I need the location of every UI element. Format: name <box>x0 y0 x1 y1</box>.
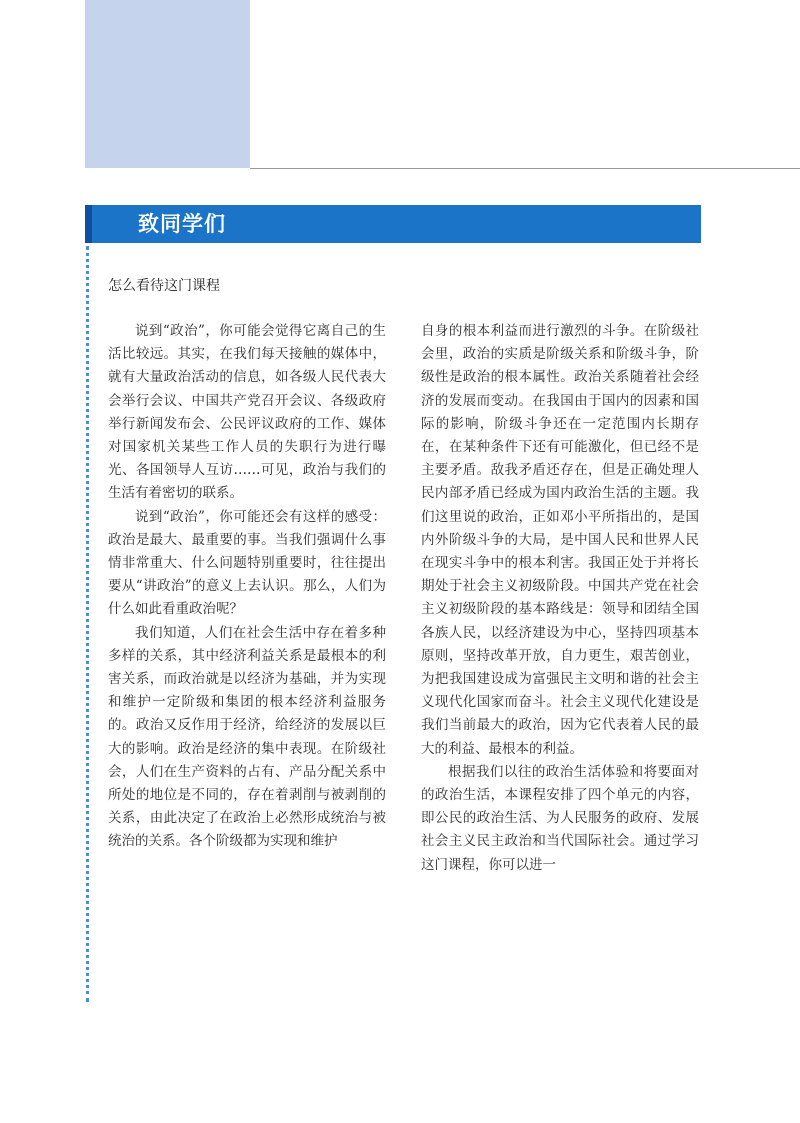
paragraph-continued: 自身的根本利益而进行激烈的斗争。在阶级社会里，政治的实质是阶级关系和阶级斗争，阶级性是政治的根本属性。政治关系随着社会经济的发展而变动。在我国由于国内的因素和国际的影响，阶级斗争还在一定范围内长期存在，在某种条件下还有可能激化，但已经不是主要矛盾。敌我矛盾还存在，但是正确处理人民内部矛盾已经成为国内政治生活的主题。我们这里说的政治，正如邓小平所指出的，是国内外阶级斗争的大局，是中国人民和世界人民在现实斗争中的根本利害。我国正处于并将长期处于社会主义初级阶段。中国共产党在社会主义初级阶段的基本路线是：领导和团结全国各族人民，以经济建设为中心，坚持四项基本原则，坚持改革开放，自力更生，艰苦创业，为把我国建设成为富强民主文明和谐的社会主义现代化国家而奋斗。社会主义现代化建设是我们当前最大的政治，因为它代表着人民的最大的利益、最根本的利益。 <box>421 323 699 757</box>
text-column-right <box>421 320 699 877</box>
chapter-banner <box>85 205 701 243</box>
paragraph: 根据我们以往的政治生活体验和将要面对的政治生活，本课程安排了四个单元的内容，即公民的政治生活、为人民服务的政府、发展社会主义民主政治和当代国际社会。通过学习这门课程，你可以进一 <box>421 763 699 873</box>
section-title: 怎么看待这门课程 <box>108 278 220 294</box>
header-rule <box>250 168 800 169</box>
text-column-left <box>108 320 386 854</box>
header-color-block <box>85 0 250 168</box>
paragraph: 说到“政治”，你可能还会有这样的感受：政治是最大、最重要的事。当我们强调什么事情非常重大、什么问题特别重要时，往往提出要从“讲政治”的意义上去认识。那么，人们为什么如此看重政治呢？ <box>108 508 386 618</box>
banner-title: 致同学们 <box>138 212 226 236</box>
margin-dotted-rule <box>86 246 89 1002</box>
paragraph: 我们知道，人们在社会生活中存在着多种多样的关系，其中经济利益关系是最根本的利害关系，而政治就是以经济为基础，并为实现和维护一定阶级和集团的根本经济利益服务的。政治又反作用于经济，给经济的发展以巨大的影响。政治是经济的集中表现。在阶级社会，人们在生产资料的占有、产品分配关系中所处的地位是不同的，存在着剥削与被剥削的关系，由此决定了在政治上必然形成统治与被统治的关系。各个阶级都为实现和维护 <box>108 624 386 850</box>
banner-accent-strip <box>85 205 92 243</box>
paragraph: 说到“政治”，你可能会觉得它离自己的生活比较远。其实，在我们每天接触的媒体中，就有大量政治活动的信息，如各级人民代表大会举行会议、中国共产党召开会议、各级政府举行新闻发布会、公民评议政府的工作、媒体对国家机关某些工作人员的失职行为进行曝光、各国领导人互访……可见，政治与我们的生活有着密切的联系。 <box>108 323 386 502</box>
